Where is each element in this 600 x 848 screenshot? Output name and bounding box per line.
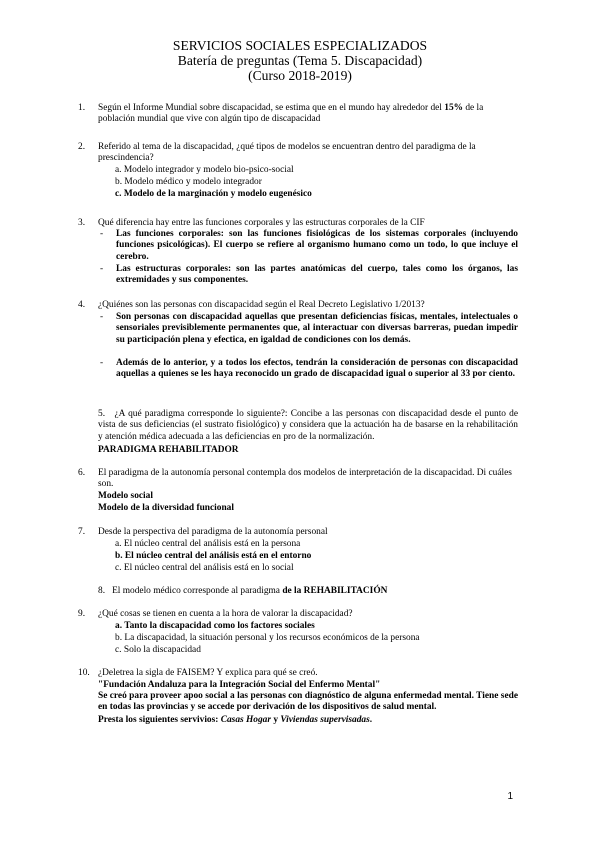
document-title: SERVICIOS SOCIALES ESPECIALIZADOS (172, 38, 428, 53)
q3-answer-1: Las funciones corporales: son las funciones fisiológicas de los sistemas corporales (incluyendo funciones psicológicas). El cuerpo se refiere al organismo humano como un todo, lo que incluye el cerebro. (116, 229, 518, 262)
document-course: (Curso 2018-2019) (248, 68, 352, 83)
q3-number: 3. (78, 218, 86, 228)
q3-bullet-2: - (100, 264, 104, 274)
q7-text: Desde la perspectiva del paradigma de la autonomía personal (98, 527, 328, 537)
q2-number: 2. (78, 142, 86, 152)
q4-bullet-1: - (100, 312, 104, 322)
q7-option-b: b. El núcleo central del análisis está en el entorno (115, 551, 312, 561)
document-subtitle: Batería de preguntas (Tema 5. Discapacidad) (177, 53, 423, 68)
q6-answer-1: Modelo social (98, 491, 153, 501)
q4-number: 4. (78, 300, 86, 310)
q10-number: 10. (78, 668, 90, 678)
q7-option-c: c. El núcleo central del análisis está en lo social (115, 563, 294, 573)
q9-option-a: a. Tanto la discapacidad como los factores sociales (115, 621, 315, 631)
q1-text: Según el Informe Mundial sobre discapacidad, se estima que en el mundo hay alrededor del 15% de la población mundial que vive con algún tipo de discapacidad (98, 103, 484, 125)
q9-option-c: c. Solo la discapacidad (115, 645, 201, 655)
q2-text: Referido al tema de la discapacidad, ¿qué tipos de modelos se encuentran dentro del paradigma de la prescindencia? (98, 142, 476, 164)
q4-answer-2: Además de lo anterior, y a todos los efectos, tendrán la consideración de personas con discapacidad aquellas a quienes se les haya reconocido un grado de discapacidad igual o superior al 33 por ciento. (116, 358, 518, 380)
q4-text: ¿Quiénes son las personas con discapacidad según el Real Decreto Legislativo 1/2013? (98, 300, 425, 310)
page-number: 1 (507, 791, 513, 802)
q10-answer-3: Presta los siguientes servivios: Casas Hogar y Viviendas supervisadas. (98, 715, 373, 725)
q10-answer-1: "Fundación Andaluza para la Integración Social del Enfermo Mental" (98, 680, 381, 690)
q1-number: 1. (78, 103, 86, 113)
q5-answer: PARADIGMA REHABILITADOR (98, 445, 239, 455)
q8-text: 8. El modelo médico corresponde al paradigma de la REHABILITACIÓN (98, 586, 388, 596)
q4-answer-1: Son personas con discapacidad aquellas que presentan deficiencias físicas, mentales, intelectuales o sensoriales previsiblemente permanentes que, al interactuar con diversas barreras, puedan impedir su participación plena y efectica, en igaldad de condiciones con los demás. (116, 312, 518, 345)
q2-option-b: b. Modelo médico y modelo integrador (115, 177, 262, 187)
q2-option-c: c. Modelo de la marginación y modelo eugenésico (115, 189, 312, 199)
q9-text: ¿Qué cosas se tienen en cuenta a la hora de valorar la discapacidad? (98, 609, 353, 619)
q5-text: 5. ¿A qué paradigma corresponde lo siguiente?: Concibe a las personas con discapacidad desde el punto de vista de sus deficiencias (el sustrato fisiológico) y considera que la actuación ha de basarse en la rehabilitación y atención médica adecuada a las deficiencias en pro de la normalización. (98, 409, 519, 442)
q3-text: Qué diferencia hay entre las funciones corporales y las estructuras corporales de la CIF (98, 218, 425, 228)
q10-answer-2: Se creó para proveer apoo social a las personas con diagnóstico de alguna enfermedad mental. Tiene sede en todas las provincias y se accede por derivación de los dispositivos de salud mental. (98, 691, 518, 713)
q4-bullet-2: - (100, 358, 104, 368)
q7-option-a: a. El núcleo central del análisis está en la persona (115, 539, 301, 549)
q3-bullet-1: - (100, 229, 104, 239)
q3-answer-2: Las estructuras corporales: son las partes anatómicas del cuerpo, tales como los órganos, las extremidades y sus componentes. (116, 264, 518, 286)
q2-option-a: a. Modelo integrador y modelo bio-psico-social (115, 165, 294, 175)
q6-answer-2: Modelo de la diversidad funcional (98, 503, 234, 513)
q9-number: 9. (78, 609, 86, 619)
q6-text: El paradigma de la autonomía personal contempla dos modelos de interpretación de la discapacidad. Di cuáles son. (98, 468, 512, 490)
q9-option-b: b. La discapacidad, la situación personal y los recursos económicos de la persona (115, 633, 420, 643)
q10-text: ¿Deletrea la sigla de FAISEM? Y explica para qué se creó. (98, 668, 318, 678)
q6-number: 6. (78, 468, 86, 478)
q7-number: 7. (78, 527, 86, 537)
document-header (0, 38, 600, 83)
